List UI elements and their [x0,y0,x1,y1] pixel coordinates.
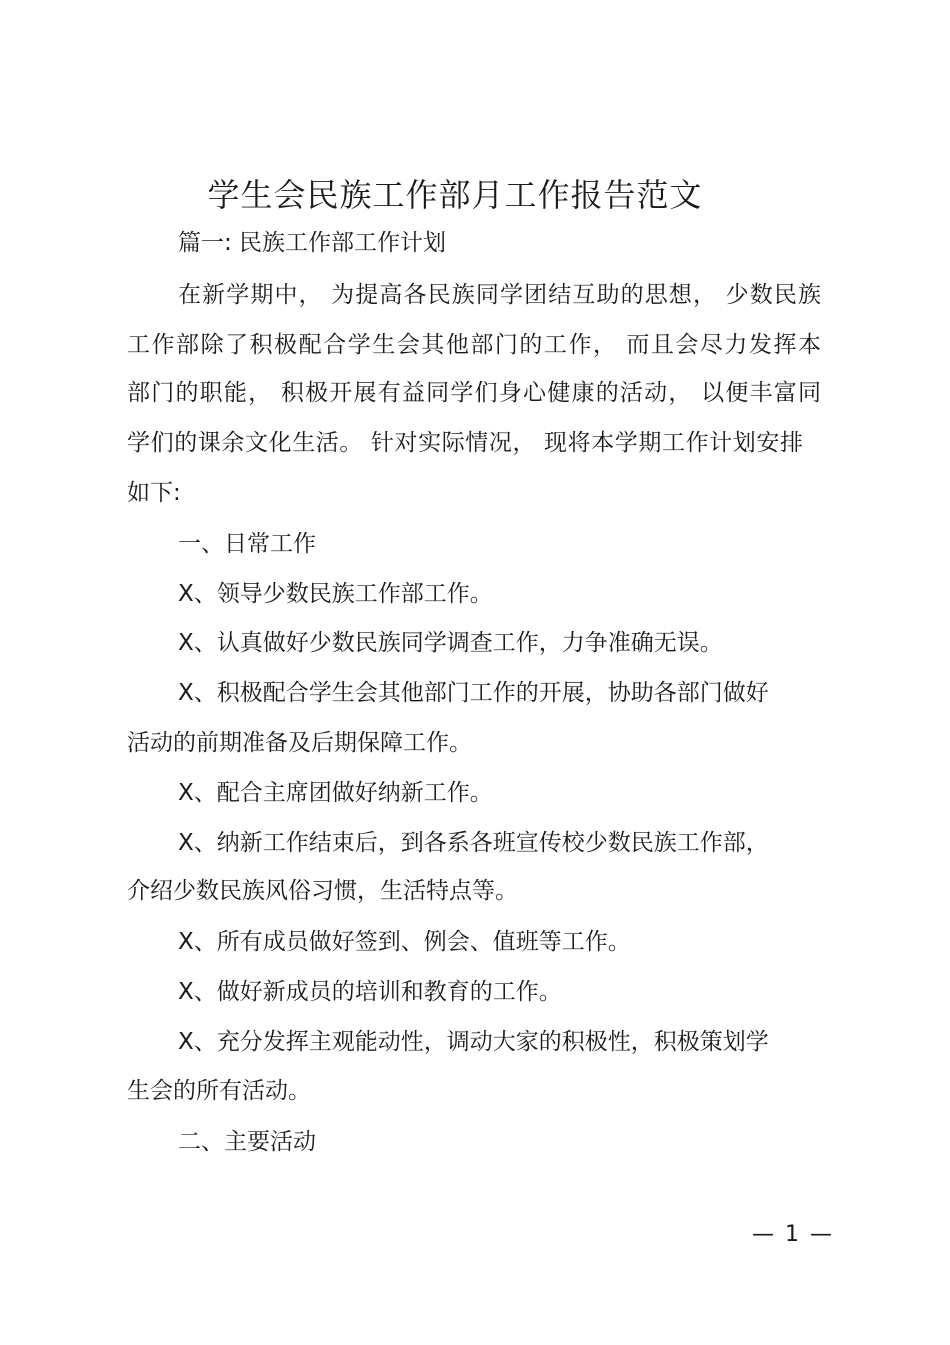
intro-line-1: 在新学期中， 为提高各民族同学团结互助的思想， 少数民族 [178,282,821,308]
section-heading-daily-work: 一、日常工作 [178,531,316,557]
list-item-continuation: 活动的前期准备及后期保障工作。 [127,730,472,756]
intro-line-2: 工作部除了积极配合学生会其他部门的工作， 而且会尽力发挥本 [127,332,821,358]
intro-line-3: 部门的职能， 积极开展有益同学们身心健康的活动， 以便丰富同 [127,380,821,406]
list-item: X、纳新工作结束后，到各系各班宣传校少数民族工作部， [178,830,769,856]
list-item: X、充分发挥主观能动性，调动大家的积极性，积极策划学 [178,1029,769,1055]
list-item-continuation: 介绍少数民族风俗习惯，生活特点等。 [127,878,518,904]
list-item: X、积极配合学生会其他部门工作的开展，协助各部门做好 [178,680,769,706]
list-item: X、领导少数民族工作部工作。 [178,581,493,607]
intro-line-4: 学们的课余文化生活。 针对实际情况， 现将本学期工作计划安排 [127,430,803,456]
list-item: X、所有成员做好签到、例会、值班等工作。 [178,929,631,955]
list-item: X、认真做好少数民族同学调查工作，力争准确无误。 [178,630,723,656]
document-title: 学生会民族工作部月工作报告范文 [207,176,703,214]
section-heading-main-activities: 二、主要活动 [178,1129,316,1155]
list-item: X、做好新成员的培训和教育的工作。 [178,979,562,1005]
document-subtitle: 篇一: 民族工作部工作计划 [178,230,447,256]
list-item-continuation: 生会的所有活动。 [127,1078,311,1104]
list-item: X、配合主席团做好纳新工作。 [178,780,493,806]
page-number: — 1 — [752,1222,834,1247]
intro-line-5: 如下: [127,480,181,506]
